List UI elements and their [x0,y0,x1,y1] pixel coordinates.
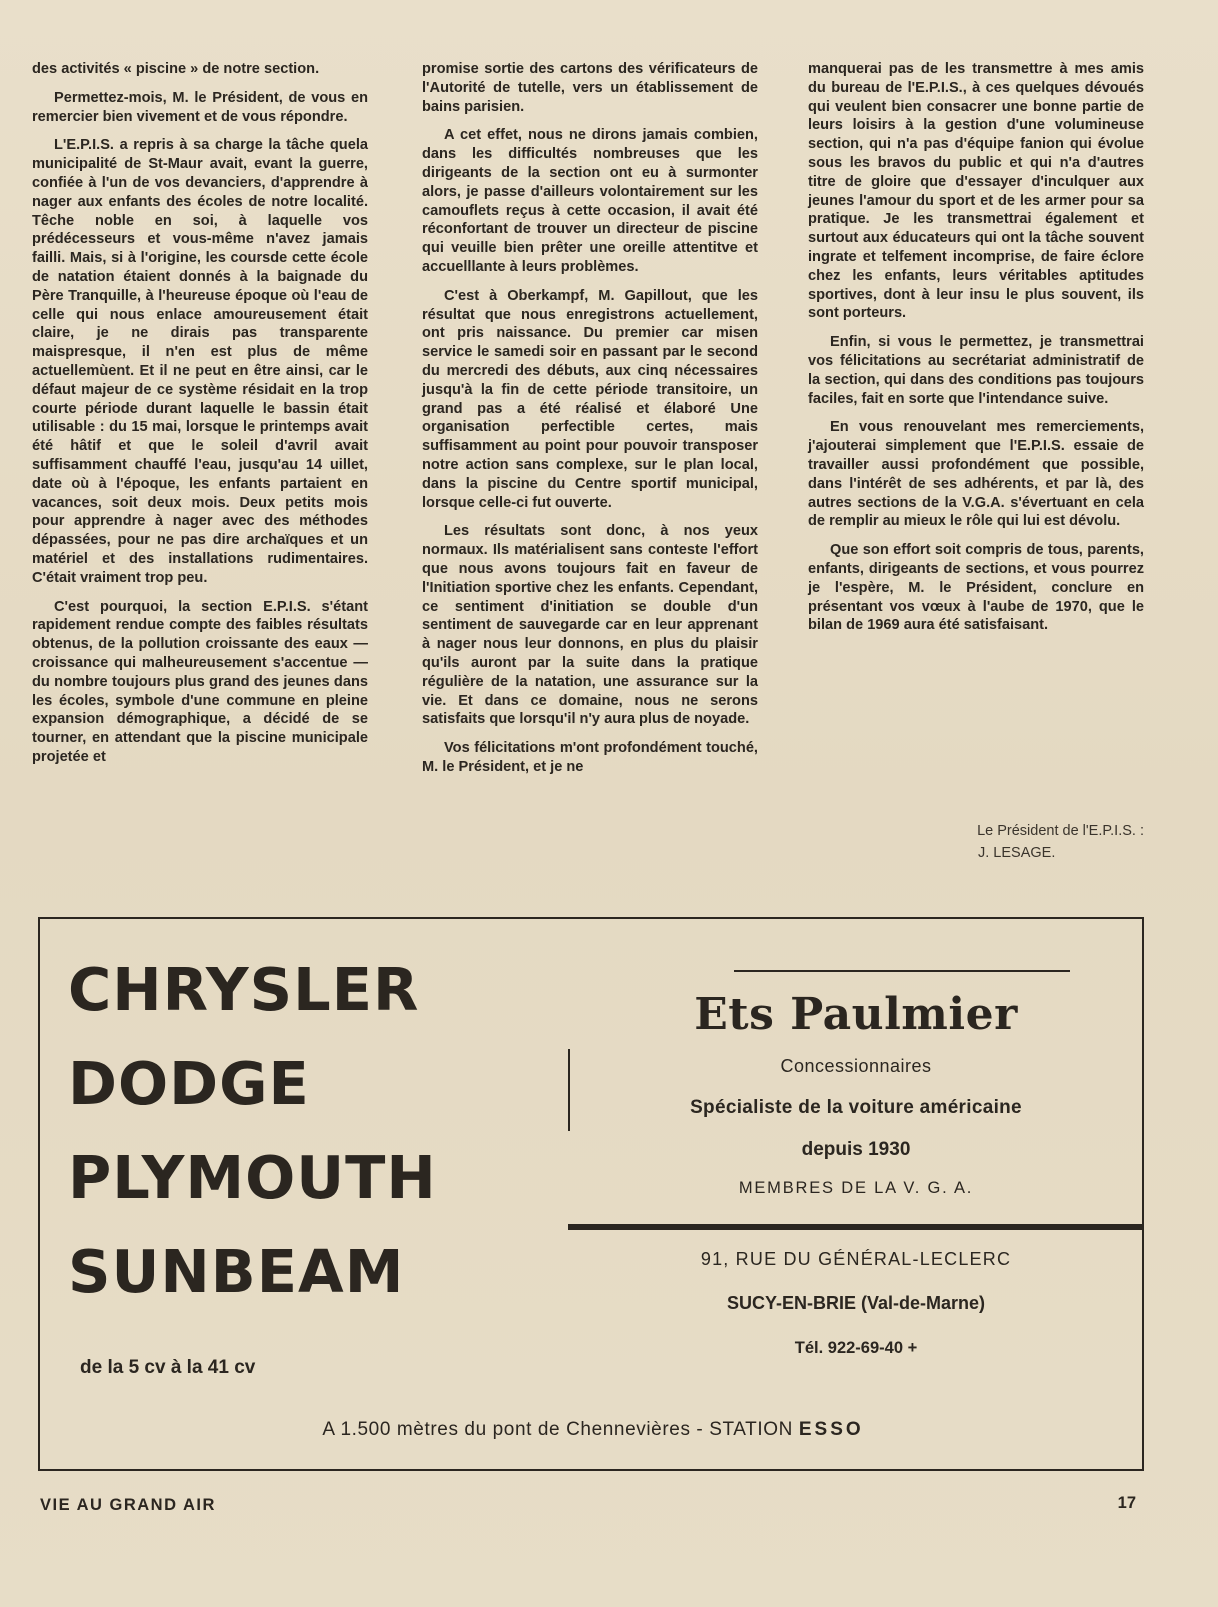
paragraph: Les résultats sont donc, à nos yeux normaux. Ils matérialisent sans conteste l'effort que nous avons toujours fait en faveur de l'Initiation sportive chez les enfants. Cependant, ce sentiment d'initiation se double d'un sentiment de sauvegarde car en leur apprenant à nager nous leur donnons, en plus du plaisir qu'ils auront par la suite dans la pratique régulière de la natation, une assurance sur la vie. Et dans ce domaine, nous ne serons satisfaits que lorsqu'il n'y aura plus de noyade. [422,523,758,728]
article-column-1 [32,60,368,777]
brand-plymouth: PLYMOUTH [68,1143,437,1212]
brand-dodge: DODGE [68,1049,310,1118]
paragraph: C'est pourquoi, la section E.P.I.S. s'étant rapidement rendue compte des faibles résultats obtenus, de la pollution croissante des eaux — croissance qui malheureusement s'accentue — du nombre toujours plus grand des jeunes dans les écoles, symbole d'une commune en pleine expansion démographique, a décidé de se tourner, en attendant que la piscine municipale projetée et [32,598,368,765]
esso-label: ESSO [798,1419,864,1440]
paragraph: Vos félicitations m'ont profondément touché, M. le Président, et je ne [422,740,758,775]
dealer-city: SUCY-EN-BRIE (Val-de-Marne) [726,1293,986,1313]
paragraph: manquerai pas de les transmettre à mes amis du bureau de l'E.P.I.S., à ces quelques dévoués qui veulent bien consacrer une bonne partie de leurs loisirs à la gestion d'une volumineuse section, qui n'a pas d'équipe fanion qui évolue sous les bravos du public et qui n'a d'autres titre de gloire que d'essayer d'inculquer aux jeunes l'amour du sport et de les armer pour sa pratique. Je les transmettrai également et surtout aux éducateurs qui ont la tâche souvent ingrate et telfement incomprise, de faire éclore chez les enfants, leurs véritables aptitudes sportives, dont à leur insu le plus souvent, ils sont porteurs. [808,61,1144,322]
location-text: A 1.500 mètres du pont de Chennevières - STATION [322,1419,793,1440]
divider-line [568,1224,1144,1230]
article-column-3 [808,60,1144,645]
paragraph: Que son effort soit compris de tous, parents, enfants, dirigeants de sections, et vous pourrez je l'espère, M. le Président, conclure en présentant vos vœux à l'aube de 1970, que le bilan de 1969 aura été satisfaisant. [808,542,1144,634]
article-column-2 [422,60,758,787]
dealer-members: MEMBRES DE LA V. G. A. [738,1179,974,1197]
signature-name: J. LESAGE. [978,845,1056,861]
dealer-since: depuis 1930 [801,1139,911,1160]
magazine-title: VIE AU GRAND AIR [40,1496,216,1514]
brand-chrysler: CHRYSLER [68,955,420,1024]
brand-sunbeam: SUNBEAM [68,1237,405,1306]
dealer-type: Concessionnaires [780,1056,932,1076]
dealer-phone: Tél. 922-69-40 + [794,1339,918,1357]
signature-title: Le Président de l'E.P.I.S. : [977,823,1144,839]
paragraph: A cet effet, nous ne dirons jamais combien, dans les difficultés nombreuses que les dirigeants de la section ont eu à surmonter alors, je passe d'ailleurs volontairement sur les camouflets reçus à cette occasion, il avait été réconfortant de trouver un directeur de piscine qui veuille bien prêter une oreille attentitve et accuelllante à leurs problèmes. [422,127,758,275]
page-number: 17 [1117,1494,1136,1512]
divider-line [734,970,1070,972]
paragraph: Enfin, si vous le permettez, je transmettrai vos félicitations au secrétariat administratif de la section, qui dans des conditions pas toujours faciles, fait en sorte que l'intendance suive. [808,334,1144,407]
dealer-address: 91, RUE DU GÉNÉRAL-LECLERC [700,1249,1012,1269]
paragraph: L'E.P.I.S. a repris à sa charge la tâche quela municipalité de St-Maur avait, evant la guerre, confiée à l'un de vos devanciers, d'apprendre à nager aux enfants des écoles de notre localité. Têche noble en soi, à laquelle vos prédécesseurs et vous-même n'avez jamais failli. Mais, si à l'origine, les coursde cette école de natation étaient donnés à la baignade du Père Tranquille, à l'heureuse époque où l'eau de celle qui nous enlace amoureusement était claire, je ne dirais pas transparente maispresque, il n'en est plus de même actuellemùent. Et il ne peut en être ainsi, car le défaut majeur de ce système résidait en la trop courte période durant laquelle le bassin était utilisable : du 15 mai, lorsque le printemps avait été hâtif et que le soleil d'avril avait suffisamment chauffé l'eau, jusqu'au 14 uillet, date où à l'époque, les enfants partaient en vacances, soit deux mois. Deux petits mois pour apprendre à nager avec des méthodes dépassées, pour ne pas dire archaïques et un matériel et des installations rudimentaires. C'était vraiment trop peu. [32,137,368,586]
paragraph: des activités « piscine » de notre section. [32,61,320,77]
dealer-name: Ets Paulmier [694,989,1018,1040]
paragraph: Permettez-mois, M. le Président, de vous en remercier bien vivement et de vous répondre. [32,89,368,125]
dealer-specialty: Spécialiste de la voiture américaine [690,1097,1022,1118]
advertisement [38,917,1144,1471]
horsepower-range: de la 5 cv à la 41 cv [80,1357,256,1378]
paragraph: C'est à Oberkampf, M. Gapillout, que les résultat que nous enregistrons actuellement, ont pris naissance. Du premier car misen service le samedi soir en passant par le second du mercredi des débuts, aux cinq nécessaires jusqu'à la fin de cette période transitoire, un grand pas a été réalisé et élaboré Une organisation perfectible certes, mais suffisamment au point pour pouvoir transposer notre action sans complexe, sur le plan local, dans la piscine du Centre sportif municipal, lorsque celle-ci fut ouverte. [422,287,758,511]
paragraph: promise sortie des cartons des vérificateurs de l'Autorité de tutelle, vers un établissement de bains parisien. [422,61,758,115]
paragraph: En vous renouvelant mes remerciements, j'ajouterai simplement que l'E.P.I.S. essaie de travailler aussi profondément que possible, dans l'intérêt de ses adhérents, et par là, des autres sections de la V.G.A. s'évertuant en cela de remplir au mieux le rôle qui lui est dévolu. [808,419,1144,530]
ad-location-line [40,1419,1146,1441]
